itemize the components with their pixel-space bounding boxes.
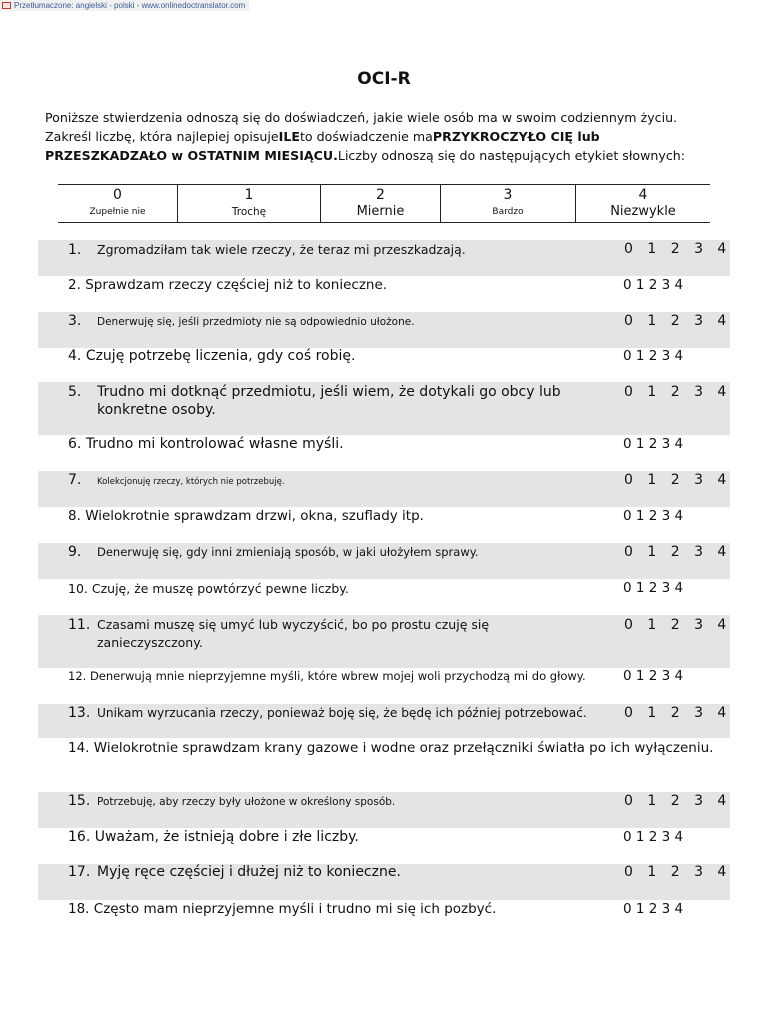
scale-cell-0 (58, 185, 178, 222)
item-statement: Sprawdzam rzeczy częściej niż to konieczne. (85, 277, 388, 293)
item-text (68, 383, 567, 419)
answer-scale[interactable]: 0 1 2 3 4 (624, 241, 727, 257)
intro-part-3: Liczby odnoszą się do następujących etykiet słownych: (337, 148, 685, 163)
scale-number: 2 (376, 187, 385, 203)
item-number: 16. (68, 829, 91, 845)
answer-scale[interactable]: 0 1 2 3 4 (623, 508, 684, 524)
scale-number: 3 (503, 187, 513, 203)
item-row-10 (38, 579, 730, 615)
item-statement: Często mam nieprzyjemne myśli i trudno mi się ich pozbyć. (93, 901, 497, 917)
item-row-13 (38, 704, 730, 738)
item-statement: Denerwują mnie nieprzyjemne myśli, które wbrew mojej woli przychodzą mi do głowy. (89, 669, 586, 683)
answer-scale[interactable]: 0 1 2 3 4 (623, 580, 684, 596)
item-number: 10. (68, 581, 88, 596)
item-row-17 (38, 864, 730, 900)
answer-scale[interactable]: 0 1 2 3 4 (624, 793, 727, 809)
item-number: 6. (68, 436, 82, 452)
item-row-14 (38, 738, 730, 792)
intro-part-1: Poniższe stwierdzenia odnoszą się do doświadczeń, jakie wiele osób ma w swoim codziennym życiu. Zakreśl liczbę, która najlepiej opisuje (45, 110, 678, 144)
item-statement: Trudno mi kontrolować własne myśli. (85, 436, 344, 452)
scale-label: Trochę (231, 206, 267, 218)
scale-label: Bardzo (492, 207, 524, 217)
answer-scale[interactable]: 0 1 2 3 4 (623, 348, 684, 364)
answer-scale[interactable]: 0 1 2 3 4 (624, 384, 727, 400)
item-row-2 (38, 276, 730, 312)
item-text (68, 739, 728, 757)
item-text (68, 313, 567, 331)
intro-bold-1: ILE (278, 129, 300, 144)
answer-scale[interactable]: 0 1 2 3 4 (623, 668, 684, 684)
item-row-16 (38, 828, 730, 864)
answer-scale[interactable]: 0 1 2 3 4 (624, 472, 727, 488)
item-text (68, 616, 567, 652)
item-statement: Uważam, że istnieją dobre i złe liczby. (94, 829, 359, 845)
scale-cell-1 (178, 185, 321, 222)
answer-scale[interactable]: 0 1 2 3 4 (623, 436, 684, 452)
item-number: 15. (68, 793, 91, 809)
item-statement: Kolekcjonuję rzeczy, których nie potrzebuję. (97, 477, 285, 487)
item-text (68, 793, 567, 811)
scale-cell-3 (441, 185, 576, 222)
banner-text: Przetłumaczone: angielski - polski - www.onlinedoctranslator.com (14, 1, 246, 10)
item-text (68, 472, 567, 491)
item-statement: Denerwuję się, gdy inni zmieniają sposób, w jaki ułożyłem sprawy. (97, 545, 479, 559)
answer-scale[interactable]: 0 1 2 3 4 (624, 864, 727, 880)
answer-scale[interactable]: 0 1 2 3 4 (624, 313, 727, 329)
document-title: OCI-R (357, 69, 411, 89)
item-text (68, 864, 567, 881)
scale-label: Niezwykle (610, 204, 676, 219)
rating-scale-legend (58, 184, 710, 223)
item-statement: Czuję potrzebę liczenia, gdy coś robię. (85, 348, 356, 364)
item-row-9 (38, 543, 730, 579)
scale-cell-2 (321, 185, 441, 222)
intro-bold-2: PRZYKROCZYŁO CIĘ lub PRZESZKADZAŁO w OSTATNIM MIESIĄCU. (45, 129, 600, 163)
item-number: 5. (68, 384, 82, 400)
item-statement: Czuję, że muszę powtórzyć pewne liczby. (91, 581, 349, 596)
item-number: 3. (68, 313, 82, 329)
item-row-12 (38, 668, 730, 704)
scale-label: Zupełnie nie (89, 207, 146, 217)
item-text (68, 241, 567, 259)
item-statement: Wielokrotnie sprawdzam krany gazowe i wodne oraz przełączniki światła po ich wyłączeniu. (93, 740, 714, 756)
item-statement: Zgromadziłam tak wiele rzeczy, że teraz mi przeszkadzają. (97, 242, 466, 257)
answer-scale[interactable]: 0 1 2 3 4 (624, 544, 727, 560)
scale-number: 1 (244, 187, 254, 203)
item-text (68, 705, 617, 722)
answer-scale[interactable]: 0 1 2 3 4 (623, 901, 684, 917)
item-number: 12. (68, 669, 87, 683)
answer-scale[interactable]: 0 1 2 3 4 (624, 705, 727, 721)
item-number: 17. (68, 864, 91, 880)
item-number: 13. (68, 705, 91, 721)
item-row-1 (38, 240, 730, 276)
item-number: 9. (68, 544, 82, 560)
item-number: 8. (68, 508, 81, 524)
item-row-3 (38, 312, 730, 348)
scale-number: 0 (113, 187, 122, 203)
intro-part-2: to doświadczenie ma (299, 129, 433, 144)
item-row-18 (38, 900, 730, 936)
item-row-11 (38, 615, 730, 668)
item-statement: Trudno mi dotknąć przedmiotu, jeśli wiem, że dotykali go obcy lub konkretne osoby. (97, 384, 561, 418)
item-row-8 (38, 507, 730, 543)
item-number: 1. (68, 242, 82, 258)
item-row-7 (38, 471, 730, 507)
item-number: 4. (68, 348, 82, 364)
item-statement: Denerwuję się, jeśli przedmioty nie są odpowiednio ułożone. (97, 316, 415, 328)
answer-scale[interactable]: 0 1 2 3 4 (624, 617, 727, 633)
scale-number: 4 (638, 187, 648, 203)
item-row-15 (38, 792, 730, 828)
translator-logo-icon (2, 2, 11, 9)
item-row-5 (38, 382, 730, 435)
item-row-4 (38, 348, 730, 382)
scale-cell-4 (576, 185, 710, 222)
item-number: 11. (68, 617, 91, 633)
answer-scale[interactable]: 0 1 2 3 4 (623, 277, 684, 293)
item-statement: Wielokrotnie sprawdzam drzwi, okna, szuflady itp. (85, 508, 424, 524)
item-text (68, 544, 567, 561)
item-statement: Czasami muszę się umyć lub wyczyścić, bo po prostu czuję się zanieczyszczony. (97, 617, 490, 650)
item-statement: Unikam wyrzucania rzeczy, ponieważ boję się, że będę ich później potrzebować. (97, 706, 587, 720)
item-row-6 (38, 435, 730, 471)
instructions-paragraph (45, 108, 717, 165)
item-number: 14. (68, 740, 90, 756)
item-number: 18. (68, 901, 90, 917)
translation-banner[interactable] (0, 0, 249, 11)
item-statement: Myję ręce częściej i dłużej niż to konieczne. (97, 864, 401, 880)
item-statement: Potrzebuję, aby rzeczy były ułożone w określony sposób. (97, 796, 396, 808)
item-number: 2. (68, 277, 81, 293)
answer-scale[interactable]: 0 1 2 3 4 (623, 829, 684, 845)
item-number: 7. (68, 472, 82, 488)
scale-label: Miernie (356, 204, 405, 219)
